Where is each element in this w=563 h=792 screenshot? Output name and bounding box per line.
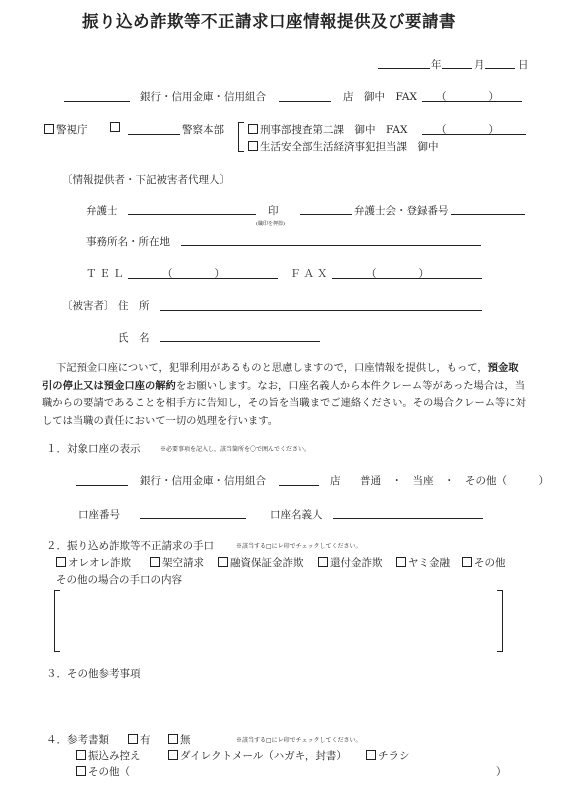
- account-types[interactable]: 普通 ・ 当座 ・ その他（ ）: [360, 475, 549, 487]
- s2-heading: ２．振り込め詐欺等不正請求の手口: [46, 540, 214, 552]
- police-fax-field[interactable]: [422, 134, 526, 135]
- dm-checkbox[interactable]: [168, 750, 178, 760]
- bank-name-field[interactable]: [64, 101, 130, 102]
- seikatsu-checkbox[interactable]: [248, 141, 258, 151]
- year-field[interactable]: [378, 68, 430, 69]
- doc-option-dm[interactable]: [168, 748, 347, 763]
- bar-label: 弁護士会・登録番号: [354, 205, 449, 217]
- target-branch-field[interactable]: [279, 485, 319, 486]
- oreore-checkbox[interactable]: [56, 557, 66, 567]
- seikatsu-option[interactable]: [248, 139, 439, 154]
- bank-type-label: 銀行・信用金庫・信用組合: [140, 91, 266, 103]
- bank-branch-field[interactable]: [279, 101, 331, 102]
- victim-address-field[interactable]: [160, 310, 482, 311]
- docs-yes-option[interactable]: [128, 732, 151, 747]
- method-option-yushi[interactable]: [218, 555, 304, 570]
- doc-other-checkbox[interactable]: [76, 766, 86, 776]
- bank-branch-label: 店 御中 FAX: [343, 91, 417, 103]
- tel-label: ＴＥＬ: [86, 268, 127, 280]
- keiji-checkbox[interactable]: [248, 124, 258, 134]
- dm-label: ダイレクトメール（ハガキ，封書）: [180, 750, 347, 762]
- method-option-kakuu[interactable]: [150, 555, 204, 570]
- doc-option-chirashi[interactable]: [366, 748, 410, 763]
- honbu-label: 警察本部: [182, 124, 224, 136]
- paragraph-part-1: 下記預金口座について，犯罪利用があるものと思慮しますので，口座情報を提供し，もって，: [56, 362, 488, 374]
- victim-name-label: 氏 名: [118, 332, 150, 344]
- keishicho-label: 警視庁: [56, 124, 88, 136]
- account-holder-field[interactable]: [333, 518, 483, 519]
- victim-name-field[interactable]: [160, 341, 320, 342]
- bar-association-field[interactable]: [300, 214, 352, 215]
- account-holder-label: 口座名義人: [270, 509, 323, 521]
- doc-other-label: その他（: [88, 766, 130, 778]
- furikomi-label: 振込み控え: [88, 750, 141, 762]
- provider-fax-paren: （ ）: [366, 268, 429, 280]
- doc-option-other[interactable]: [76, 764, 130, 779]
- fax-label: ＦＡＸ: [290, 268, 331, 280]
- s4-heading: ４．参考書類: [46, 734, 109, 746]
- method-option-yamikin[interactable]: [396, 555, 450, 570]
- office-label: 事務所名・所在地: [86, 236, 170, 248]
- lawyer-name-field[interactable]: [128, 214, 256, 215]
- method-option-other[interactable]: [462, 555, 506, 570]
- s1-note: ※必要事項を記入し，該当箇所を〇で囲んでください。: [160, 446, 311, 453]
- doc-option-furikomi[interactable]: [76, 748, 141, 763]
- seikatsu-label: 生活安全部生活経済事犯担当課 御中: [260, 141, 439, 153]
- target-bank-type: 銀行・信用金庫・信用組合: [140, 475, 266, 487]
- bank-fax-paren: （ ）: [436, 91, 499, 103]
- year-label: 年: [431, 59, 442, 71]
- furikomi-checkbox[interactable]: [76, 750, 86, 760]
- police-bracket: [238, 122, 244, 152]
- victim-address-label: 住 所: [118, 300, 150, 312]
- docs-no-label: 無: [180, 734, 191, 746]
- docs-yes-checkbox[interactable]: [128, 734, 138, 744]
- yushi-label: 融資保証金詐欺: [230, 557, 304, 569]
- account-number-field[interactable]: [140, 518, 246, 519]
- day-label: 日: [518, 59, 529, 71]
- honbu-checkbox[interactable]: [110, 122, 120, 132]
- other-method-detail-area[interactable]: [62, 592, 492, 648]
- registration-number-field[interactable]: [451, 214, 525, 215]
- target-branch-label: 店: [330, 475, 341, 487]
- docs-no-checkbox[interactable]: [168, 734, 178, 744]
- method-option-oreore[interactable]: [56, 555, 131, 570]
- office-field[interactable]: [181, 245, 481, 246]
- page-title: 振り込め詐欺等不正請求口座情報提供及び要請書: [82, 12, 456, 31]
- docs-no-option[interactable]: [168, 732, 191, 747]
- target-bank-field[interactable]: [76, 485, 128, 486]
- request-paragraph: [42, 360, 528, 430]
- victim-heading: 〔被害者〕: [62, 300, 115, 312]
- keiji-label: 刑事部捜査第二課 御中 FAX: [260, 124, 408, 136]
- honbu-option[interactable]: [110, 122, 122, 134]
- other-method-label: その他: [474, 557, 506, 569]
- provider-fax-field[interactable]: [332, 278, 482, 279]
- month-label: 月: [474, 59, 485, 71]
- docs-yes-label: 有: [140, 734, 151, 746]
- keiji-option[interactable]: [248, 122, 407, 137]
- doc-other-close: ）: [496, 766, 507, 778]
- method-option-kanpu[interactable]: [318, 555, 383, 570]
- s4-note: ※該当する□にレ印でチェックしてください。: [236, 737, 362, 744]
- kanpu-label: 還付金詐欺: [330, 557, 383, 569]
- s1-heading: １．対象口座の表示: [46, 443, 141, 455]
- kakuu-checkbox[interactable]: [150, 557, 160, 567]
- lawyer-label: 弁護士: [86, 205, 118, 217]
- seal-label: 印: [268, 205, 279, 217]
- paragraph-bold: 預金取引の停止又は預金口座の解約: [42, 362, 519, 392]
- tel-paren: （ ）: [162, 268, 225, 280]
- bank-fax-field[interactable]: [422, 101, 522, 102]
- provider-heading: 〔情報提供者・下記被害者代理人〕: [62, 174, 230, 186]
- account-number-label: 口座番号: [78, 509, 120, 521]
- yushi-checkbox[interactable]: [218, 557, 228, 567]
- seal-note: (職印を押捺): [256, 221, 285, 227]
- prefecture-field[interactable]: [128, 134, 180, 135]
- s3-heading: ３．その他参考事項: [46, 668, 141, 680]
- kanpu-checkbox[interactable]: [318, 557, 328, 567]
- police-fax-paren: （ ）: [436, 124, 499, 136]
- s3-content-area[interactable]: [62, 684, 492, 724]
- detail-bracket-right: [497, 590, 503, 652]
- detail-bracket-left: [54, 590, 60, 652]
- chirashi-label: チラシ: [378, 750, 410, 762]
- keishicho-checkbox[interactable]: [44, 124, 54, 134]
- day-field[interactable]: [485, 68, 515, 69]
- yamikin-label: ヤミ金融: [408, 557, 450, 569]
- paragraph-part-2: をお願いします。なお，口座名義人から本件クレーム等があった場合は，当職からの要請であることを相手方に告知し，その旨を当職までご連絡ください。その場合クレーム等に対しては当職の責任において一切の処理を行います。: [42, 379, 526, 427]
- kakuu-label: 架空請求: [162, 557, 204, 569]
- yamikin-checkbox[interactable]: [396, 557, 406, 567]
- keishicho-option[interactable]: [44, 122, 88, 137]
- oreore-label: オレオレ詐欺: [68, 557, 131, 569]
- s2-note: ※該当する□にレ印でチェックしてください。: [236, 543, 362, 550]
- tel-field[interactable]: [128, 278, 278, 279]
- other-method-checkbox[interactable]: [462, 557, 472, 567]
- chirashi-checkbox[interactable]: [366, 750, 376, 760]
- other-method-detail-label: その他の場合の手口の内容: [56, 574, 182, 586]
- month-field[interactable]: [442, 68, 472, 69]
